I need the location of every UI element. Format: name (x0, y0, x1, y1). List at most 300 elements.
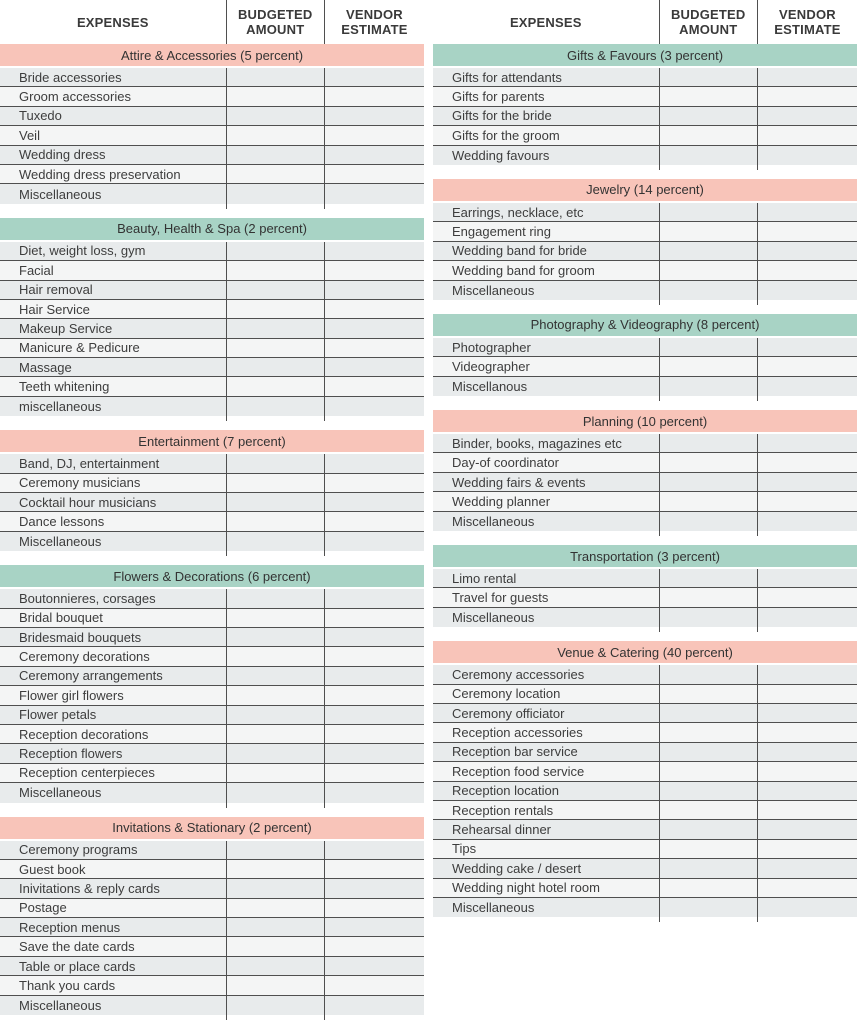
expense-label: Tips (452, 841, 477, 857)
expense-label: Miscellaneous (19, 785, 102, 801)
expense-label: Cocktail hour musicians (19, 494, 157, 510)
expense-section (0, 430, 424, 556)
budgeted-amount-cell[interactable] (659, 492, 757, 510)
budgeted-amount-cell[interactable] (659, 203, 757, 221)
expense-label: Wedding dress preservation (19, 166, 181, 182)
expense-row (433, 107, 857, 126)
vendor-estimate-cell[interactable] (324, 879, 424, 897)
expense-row (433, 203, 857, 222)
vendor-estimate-cell[interactable] (757, 473, 857, 491)
budget-column-left (0, 0, 424, 1024)
budgeted-amount-cell[interactable] (226, 628, 324, 646)
expense-row (0, 628, 424, 647)
vendor-estimate-cell[interactable] (324, 841, 424, 859)
vendor-estimate-cell[interactable] (324, 474, 424, 492)
expense-section (433, 545, 857, 632)
budgeted-amount-cell[interactable] (226, 107, 324, 125)
vendor-estimate-cell[interactable] (757, 377, 857, 396)
budgeted-amount-cell[interactable] (226, 184, 324, 203)
budgeted-amount-cell[interactable] (659, 898, 757, 917)
budgeted-amount-cell[interactable] (226, 899, 324, 917)
expense-label: Makeup Service (19, 320, 113, 336)
expense-label: Wedding band for groom (452, 262, 595, 278)
expense-label: Miscellaneous (19, 534, 102, 549)
vendor-estimate-cell[interactable] (757, 107, 857, 125)
vendor-estimate-cell[interactable] (324, 339, 424, 357)
budgeted-amount-cell[interactable] (659, 261, 757, 279)
expense-row (0, 647, 424, 666)
expense-label: Wedding fairs & events (452, 474, 586, 490)
table-header-row (0, 0, 424, 44)
expense-label: Wedding planner (452, 493, 551, 509)
expense-row (0, 879, 424, 898)
vendor-estimate-cell[interactable] (757, 608, 857, 627)
budgeted-amount-cell[interactable] (226, 744, 324, 762)
vendor-estimate-cell[interactable] (324, 686, 424, 704)
section-header: Entertainment (7 percent) (0, 430, 424, 454)
vendor-estimate-cell[interactable] (324, 454, 424, 472)
expense-row (0, 281, 424, 300)
expense-row (0, 899, 424, 918)
budgeted-amount-cell[interactable] (659, 107, 757, 125)
expense-section (433, 314, 857, 401)
expense-row (0, 397, 424, 416)
expense-row (433, 569, 857, 588)
vendor-estimate-cell[interactable] (324, 146, 424, 164)
expense-label: Day-of coordinator (452, 455, 559, 471)
vendor-estimate-cell[interactable] (324, 918, 424, 936)
expense-label: Ceremony decorations (19, 649, 150, 665)
expenses-header: EXPENSES (76, 14, 149, 30)
expense-label: Gifts for parents (452, 89, 545, 105)
vendor-estimate-cell[interactable] (757, 68, 857, 86)
expense-label: Bridesmaid bouquets (19, 629, 142, 645)
budgeted-amount-cell[interactable] (659, 146, 757, 165)
expense-row (0, 146, 424, 165)
vendor-estimate-cell[interactable] (757, 762, 857, 780)
expense-label: Flower girl flowers (19, 687, 124, 703)
vendor-estimate-cell[interactable] (324, 300, 424, 318)
expense-row (433, 685, 857, 704)
budgeted-amount-cell[interactable] (226, 68, 324, 86)
expense-label: Reception rentals (452, 802, 554, 818)
vendor-estimate-cell[interactable] (757, 801, 857, 819)
section-divider-tail (433, 531, 857, 536)
expense-row (433, 859, 857, 878)
vendor-estimate-cell[interactable] (324, 107, 424, 125)
expense-label: Hair removal (19, 282, 93, 298)
expense-row (0, 165, 424, 184)
budgeted-amount-cell[interactable] (226, 454, 324, 472)
expense-label: Band, DJ, entertainment (19, 455, 160, 471)
expense-section (433, 410, 857, 536)
section-header: Venue & Catering (40 percent) (433, 641, 857, 665)
vendor-estimate-cell[interactable] (757, 782, 857, 800)
budgeted-amount-cell[interactable] (659, 434, 757, 452)
expense-row (433, 665, 857, 684)
budgeted-amount-cell[interactable] (659, 338, 757, 356)
vendor-estimate-cell[interactable] (324, 165, 424, 183)
vendor-estimate-cell[interactable] (757, 898, 857, 917)
budgeted-amount-cell[interactable] (226, 281, 324, 299)
expense-label: Binder, books, magazines etc (452, 435, 622, 451)
expense-label: Boutonnieres, corsages (19, 590, 156, 606)
vendor-estimate-cell[interactable] (757, 879, 857, 897)
expense-row (433, 146, 857, 165)
budgeted-amount-cell[interactable] (226, 512, 324, 530)
vendor-estimate-cell[interactable] (757, 222, 857, 240)
expense-row (0, 512, 424, 531)
expense-section (0, 44, 424, 209)
vendor-estimate-cell[interactable] (757, 281, 857, 300)
vendor-estimate-cell[interactable] (324, 706, 424, 724)
budgeted-amount-cell[interactable] (226, 319, 324, 337)
vendor-estimate-cell[interactable] (757, 126, 857, 144)
vendor-estimate-cell[interactable] (324, 87, 424, 105)
expense-row (0, 609, 424, 628)
expense-row (0, 860, 424, 879)
vendor-estimate-cell[interactable] (757, 840, 857, 858)
expense-label: miscellaneous (19, 399, 102, 415)
expense-row (433, 512, 857, 531)
budgeted-amount-cell[interactable] (659, 685, 757, 703)
expense-label: Miscellaneous (19, 186, 102, 202)
budgeted-amount-cell[interactable] (659, 665, 757, 683)
vendor-estimate-cell[interactable] (757, 665, 857, 683)
expense-label: Limo rental (452, 570, 517, 586)
section-header: Transportation (3 percent) (433, 545, 857, 569)
budgeted-amount-cell[interactable] (226, 87, 324, 105)
expense-label: Ceremony location (452, 686, 561, 702)
vendor-estimate-cell[interactable] (324, 184, 424, 203)
vendor-estimate-cell[interactable] (324, 397, 424, 416)
section-header: Jewelry (14 percent) (433, 179, 857, 203)
expense-row (0, 377, 424, 396)
expense-row (433, 453, 857, 472)
expense-row (433, 357, 857, 376)
budgeted-amount-cell[interactable] (659, 377, 757, 396)
budgeted-amount-cell[interactable] (659, 222, 757, 240)
expense-label: Ceremony musicians (19, 475, 141, 491)
expense-row (0, 300, 424, 319)
budgeted-amount-cell[interactable] (659, 512, 757, 531)
expense-label: Thank you cards (19, 977, 116, 993)
budgeted-amount-cell[interactable] (226, 474, 324, 492)
vendor-estimate-cell[interactable] (757, 588, 857, 606)
budgeted-amount-cell[interactable] (659, 68, 757, 86)
budgeted-amount-cell[interactable] (659, 357, 757, 375)
vendor-estimate-cell[interactable] (757, 146, 857, 165)
expense-label: Reception decorations (19, 726, 149, 742)
vendor-estimate-cell[interactable] (757, 569, 857, 587)
budgeted-amount-cell[interactable] (226, 879, 324, 897)
expense-row (0, 532, 424, 551)
expense-label: Miscellaneous (452, 610, 535, 625)
budgeted-amount-cell[interactable] (226, 706, 324, 724)
budgeted-amount-cell[interactable] (659, 801, 757, 819)
vendor-estimate-cell[interactable] (757, 820, 857, 838)
budgeted-amount-cell[interactable] (226, 146, 324, 164)
expense-row (0, 918, 424, 937)
expense-row (433, 743, 857, 762)
vendor-estimate-cell[interactable] (324, 744, 424, 762)
section-divider-tail (0, 204, 424, 209)
vendor-estimate-header: VENDOR ESTIMATE (324, 0, 424, 44)
vendor-estimate-cell[interactable] (324, 589, 424, 607)
expense-label: Travel for guests (452, 590, 549, 606)
expense-row (433, 242, 857, 261)
budgeted-amount-cell[interactable] (226, 957, 324, 975)
expense-label: Miscellaneous (19, 997, 102, 1013)
budgeted-amount-cell[interactable] (226, 261, 324, 279)
budgeted-amount-cell[interactable] (226, 242, 324, 260)
expense-label: Wedding dress (19, 147, 106, 163)
vendor-estimate-cell[interactable] (324, 860, 424, 878)
expense-label: Massage (19, 359, 72, 375)
expense-label: Rehearsal dinner (452, 822, 552, 838)
expense-label: Miscellaneous (452, 513, 535, 529)
expense-label: Postage (19, 900, 67, 916)
budgeted-amount-cell[interactable] (659, 879, 757, 897)
expense-row (433, 762, 857, 781)
budgeted-amount-cell[interactable] (226, 377, 324, 395)
section-divider-tail (433, 627, 857, 632)
expense-label: Tuxedo (19, 108, 62, 124)
vendor-estimate-cell[interactable] (324, 647, 424, 665)
expense-label: Manicure & Pedicure (19, 340, 140, 356)
budgeted-amount-cell[interactable] (659, 569, 757, 587)
vendor-estimate-cell[interactable] (324, 996, 424, 1015)
budgeted-amount-cell[interactable] (659, 859, 757, 877)
budgeted-amount-cell[interactable] (226, 667, 324, 685)
vendor-estimate-cell[interactable] (757, 87, 857, 105)
expense-label: Flower petals (19, 707, 97, 723)
vendor-estimate-cell[interactable] (324, 976, 424, 994)
expense-label: Veil (19, 127, 40, 143)
budgeted-amount-cell[interactable] (659, 126, 757, 144)
budgeted-amount-cell[interactable] (226, 783, 324, 802)
section-header: Attire & Accessories (5 percent) (0, 44, 424, 68)
budgeted-amount-cell[interactable] (226, 126, 324, 144)
expense-row (0, 87, 424, 106)
vendor-estimate-cell[interactable] (324, 68, 424, 86)
vendor-estimate-cell[interactable] (757, 512, 857, 531)
expense-label: Table or place cards (19, 958, 136, 974)
expense-row (433, 338, 857, 357)
expense-label: Gifts for attendants (452, 69, 562, 85)
section-divider-tail (433, 396, 857, 401)
vendor-estimate-cell[interactable] (324, 899, 424, 917)
vendor-estimate-cell[interactable] (324, 512, 424, 530)
budgeted-amount-cell[interactable] (659, 453, 757, 471)
budgeted-amount-cell[interactable] (226, 589, 324, 607)
section-header: Planning (10 percent) (433, 410, 857, 434)
table-header-row (433, 0, 857, 44)
section-divider-tail (433, 165, 857, 170)
expense-label: Photographer (452, 339, 531, 355)
budgeted-amount-cell[interactable] (226, 339, 324, 357)
expense-row (433, 492, 857, 511)
expense-label: Ceremony officiator (452, 705, 565, 721)
budgeted-amount-cell[interactable] (226, 937, 324, 955)
vendor-estimate-cell[interactable] (324, 261, 424, 279)
expense-row (0, 358, 424, 377)
expense-section (433, 179, 857, 305)
expense-row (0, 589, 424, 608)
expense-row (0, 764, 424, 783)
section-header: Flowers & Decorations (6 percent) (0, 565, 424, 589)
budgeted-amount-cell[interactable] (659, 588, 757, 606)
vendor-estimate-cell[interactable] (324, 783, 424, 802)
expense-label: Reception bar service (452, 744, 578, 760)
budgeted-amount-cell[interactable] (659, 281, 757, 300)
vendor-estimate-cell[interactable] (324, 628, 424, 646)
vendor-estimate-cell[interactable] (757, 492, 857, 510)
vendor-estimate-cell[interactable] (324, 493, 424, 511)
budgeted-amount-cell[interactable] (226, 764, 324, 782)
expense-row (0, 686, 424, 705)
vendor-estimate-cell[interactable] (324, 764, 424, 782)
budgeted-amount-cell[interactable] (226, 918, 324, 936)
budgeted-amount-cell[interactable] (226, 397, 324, 416)
vendor-estimate-cell[interactable] (757, 338, 857, 356)
budgeted-amount-cell[interactable] (226, 841, 324, 859)
vendor-estimate-cell[interactable] (324, 937, 424, 955)
section-divider-tail (0, 551, 424, 556)
section-header: Photography & Videography (8 percent) (433, 314, 857, 338)
vendor-estimate-cell[interactable] (324, 725, 424, 743)
budgeted-amount-cell[interactable] (659, 762, 757, 780)
expense-row (0, 184, 424, 203)
vendor-estimate-cell[interactable] (324, 957, 424, 975)
budgeted-amount-cell[interactable] (659, 608, 757, 627)
vendor-estimate-cell[interactable] (324, 358, 424, 376)
expense-section (0, 817, 424, 1021)
vendor-estimate-cell[interactable] (757, 723, 857, 741)
expense-row (433, 879, 857, 898)
expense-label: Hair Service (19, 301, 90, 317)
expense-label: Earrings, necklace, etc (452, 204, 584, 220)
budgeted-amount-cell[interactable] (226, 358, 324, 376)
expense-row (433, 782, 857, 801)
budgeted-amount-cell[interactable] (659, 704, 757, 722)
vendor-estimate-cell[interactable] (324, 126, 424, 144)
expense-row (0, 667, 424, 686)
budgeted-amount-cell[interactable] (226, 996, 324, 1015)
budgeted-amount-cell[interactable] (659, 743, 757, 761)
budgeted-amount-cell[interactable] (226, 686, 324, 704)
expense-row (433, 261, 857, 280)
expense-row (0, 937, 424, 956)
expense-row (433, 87, 857, 106)
budgeted-amount-cell[interactable] (659, 723, 757, 741)
budgeted-amount-cell[interactable] (226, 300, 324, 318)
vendor-estimate-cell[interactable] (757, 242, 857, 260)
vendor-estimate-cell[interactable] (324, 242, 424, 260)
vendor-estimate-cell[interactable] (757, 704, 857, 722)
expense-row (0, 242, 424, 261)
budgeted-amount-cell[interactable] (226, 725, 324, 743)
expense-row (0, 319, 424, 338)
expense-row (433, 434, 857, 453)
expense-label: Dance lessons (19, 514, 105, 530)
expense-row (0, 744, 424, 763)
section-header: Beauty, Health & Spa (2 percent) (0, 218, 424, 242)
expense-label: Bride accessories (19, 69, 122, 85)
vendor-estimate-cell[interactable] (324, 377, 424, 395)
vendor-estimate-cell[interactable] (324, 281, 424, 299)
expense-label: Miscellaneous (452, 282, 535, 298)
vendor-estimate-cell[interactable] (324, 532, 424, 551)
budgeted-amount-cell[interactable] (226, 609, 324, 627)
expense-row (433, 126, 857, 145)
vendor-estimate-cell[interactable] (324, 609, 424, 627)
expense-row (433, 723, 857, 742)
expense-label: Reception accessories (452, 725, 583, 741)
budgeted-amount-cell[interactable] (659, 242, 757, 260)
expense-label: Videographer (452, 358, 530, 374)
vendor-estimate-cell[interactable] (757, 434, 857, 452)
budgeted-amount-cell[interactable] (226, 647, 324, 665)
budgeted-amount-cell[interactable] (659, 820, 757, 838)
budgeted-amount-cell[interactable] (226, 532, 324, 551)
expense-row (433, 840, 857, 859)
budgeted-amount-cell[interactable] (659, 87, 757, 105)
vendor-estimate-cell[interactable] (757, 203, 857, 221)
expense-row (0, 454, 424, 473)
vendor-estimate-cell[interactable] (757, 261, 857, 279)
vendor-estimate-cell[interactable] (757, 357, 857, 375)
expense-label: Save the date cards (19, 939, 135, 955)
vendor-estimate-cell[interactable] (324, 319, 424, 337)
vendor-estimate-cell[interactable] (757, 859, 857, 877)
expense-label: Miscellanous (452, 378, 528, 394)
expense-label: Diet, weight loss, gym (19, 243, 146, 259)
expense-row (0, 107, 424, 126)
expense-row (433, 608, 857, 627)
expense-label: Reception menus (19, 919, 121, 935)
vendor-estimate-cell[interactable] (757, 453, 857, 471)
expense-label: Gifts for the bride (452, 108, 552, 124)
vendor-estimate-cell[interactable] (757, 743, 857, 761)
expense-row (0, 126, 424, 145)
expense-label: Wedding cake / desert (452, 860, 582, 876)
budgeted-amount-cell[interactable] (226, 493, 324, 511)
expense-row (0, 841, 424, 860)
section-header: Gifts & Favours (3 percent) (433, 44, 857, 68)
section-divider-tail (0, 416, 424, 421)
vendor-estimate-cell[interactable] (324, 667, 424, 685)
expense-label: Wedding night hotel room (452, 880, 600, 896)
expense-row (433, 281, 857, 300)
budgeted-amount-cell[interactable] (226, 165, 324, 183)
expense-label: Gifts for the groom (452, 127, 560, 143)
expense-row (433, 704, 857, 723)
expense-row (433, 820, 857, 839)
expense-row (0, 957, 424, 976)
expense-label: Groom accessories (19, 89, 131, 105)
budgeted-amount-cell[interactable] (659, 840, 757, 858)
budgeted-amount-cell[interactable] (659, 473, 757, 491)
expense-row (0, 996, 424, 1015)
budgeted-amount-cell[interactable] (226, 860, 324, 878)
expense-row (433, 801, 857, 820)
vendor-estimate-cell[interactable] (757, 685, 857, 703)
budgeted-amount-cell[interactable] (226, 976, 324, 994)
expense-label: Reception flowers (19, 746, 123, 762)
budgeted-amount-cell[interactable] (659, 782, 757, 800)
expense-label: Wedding favours (452, 147, 550, 163)
